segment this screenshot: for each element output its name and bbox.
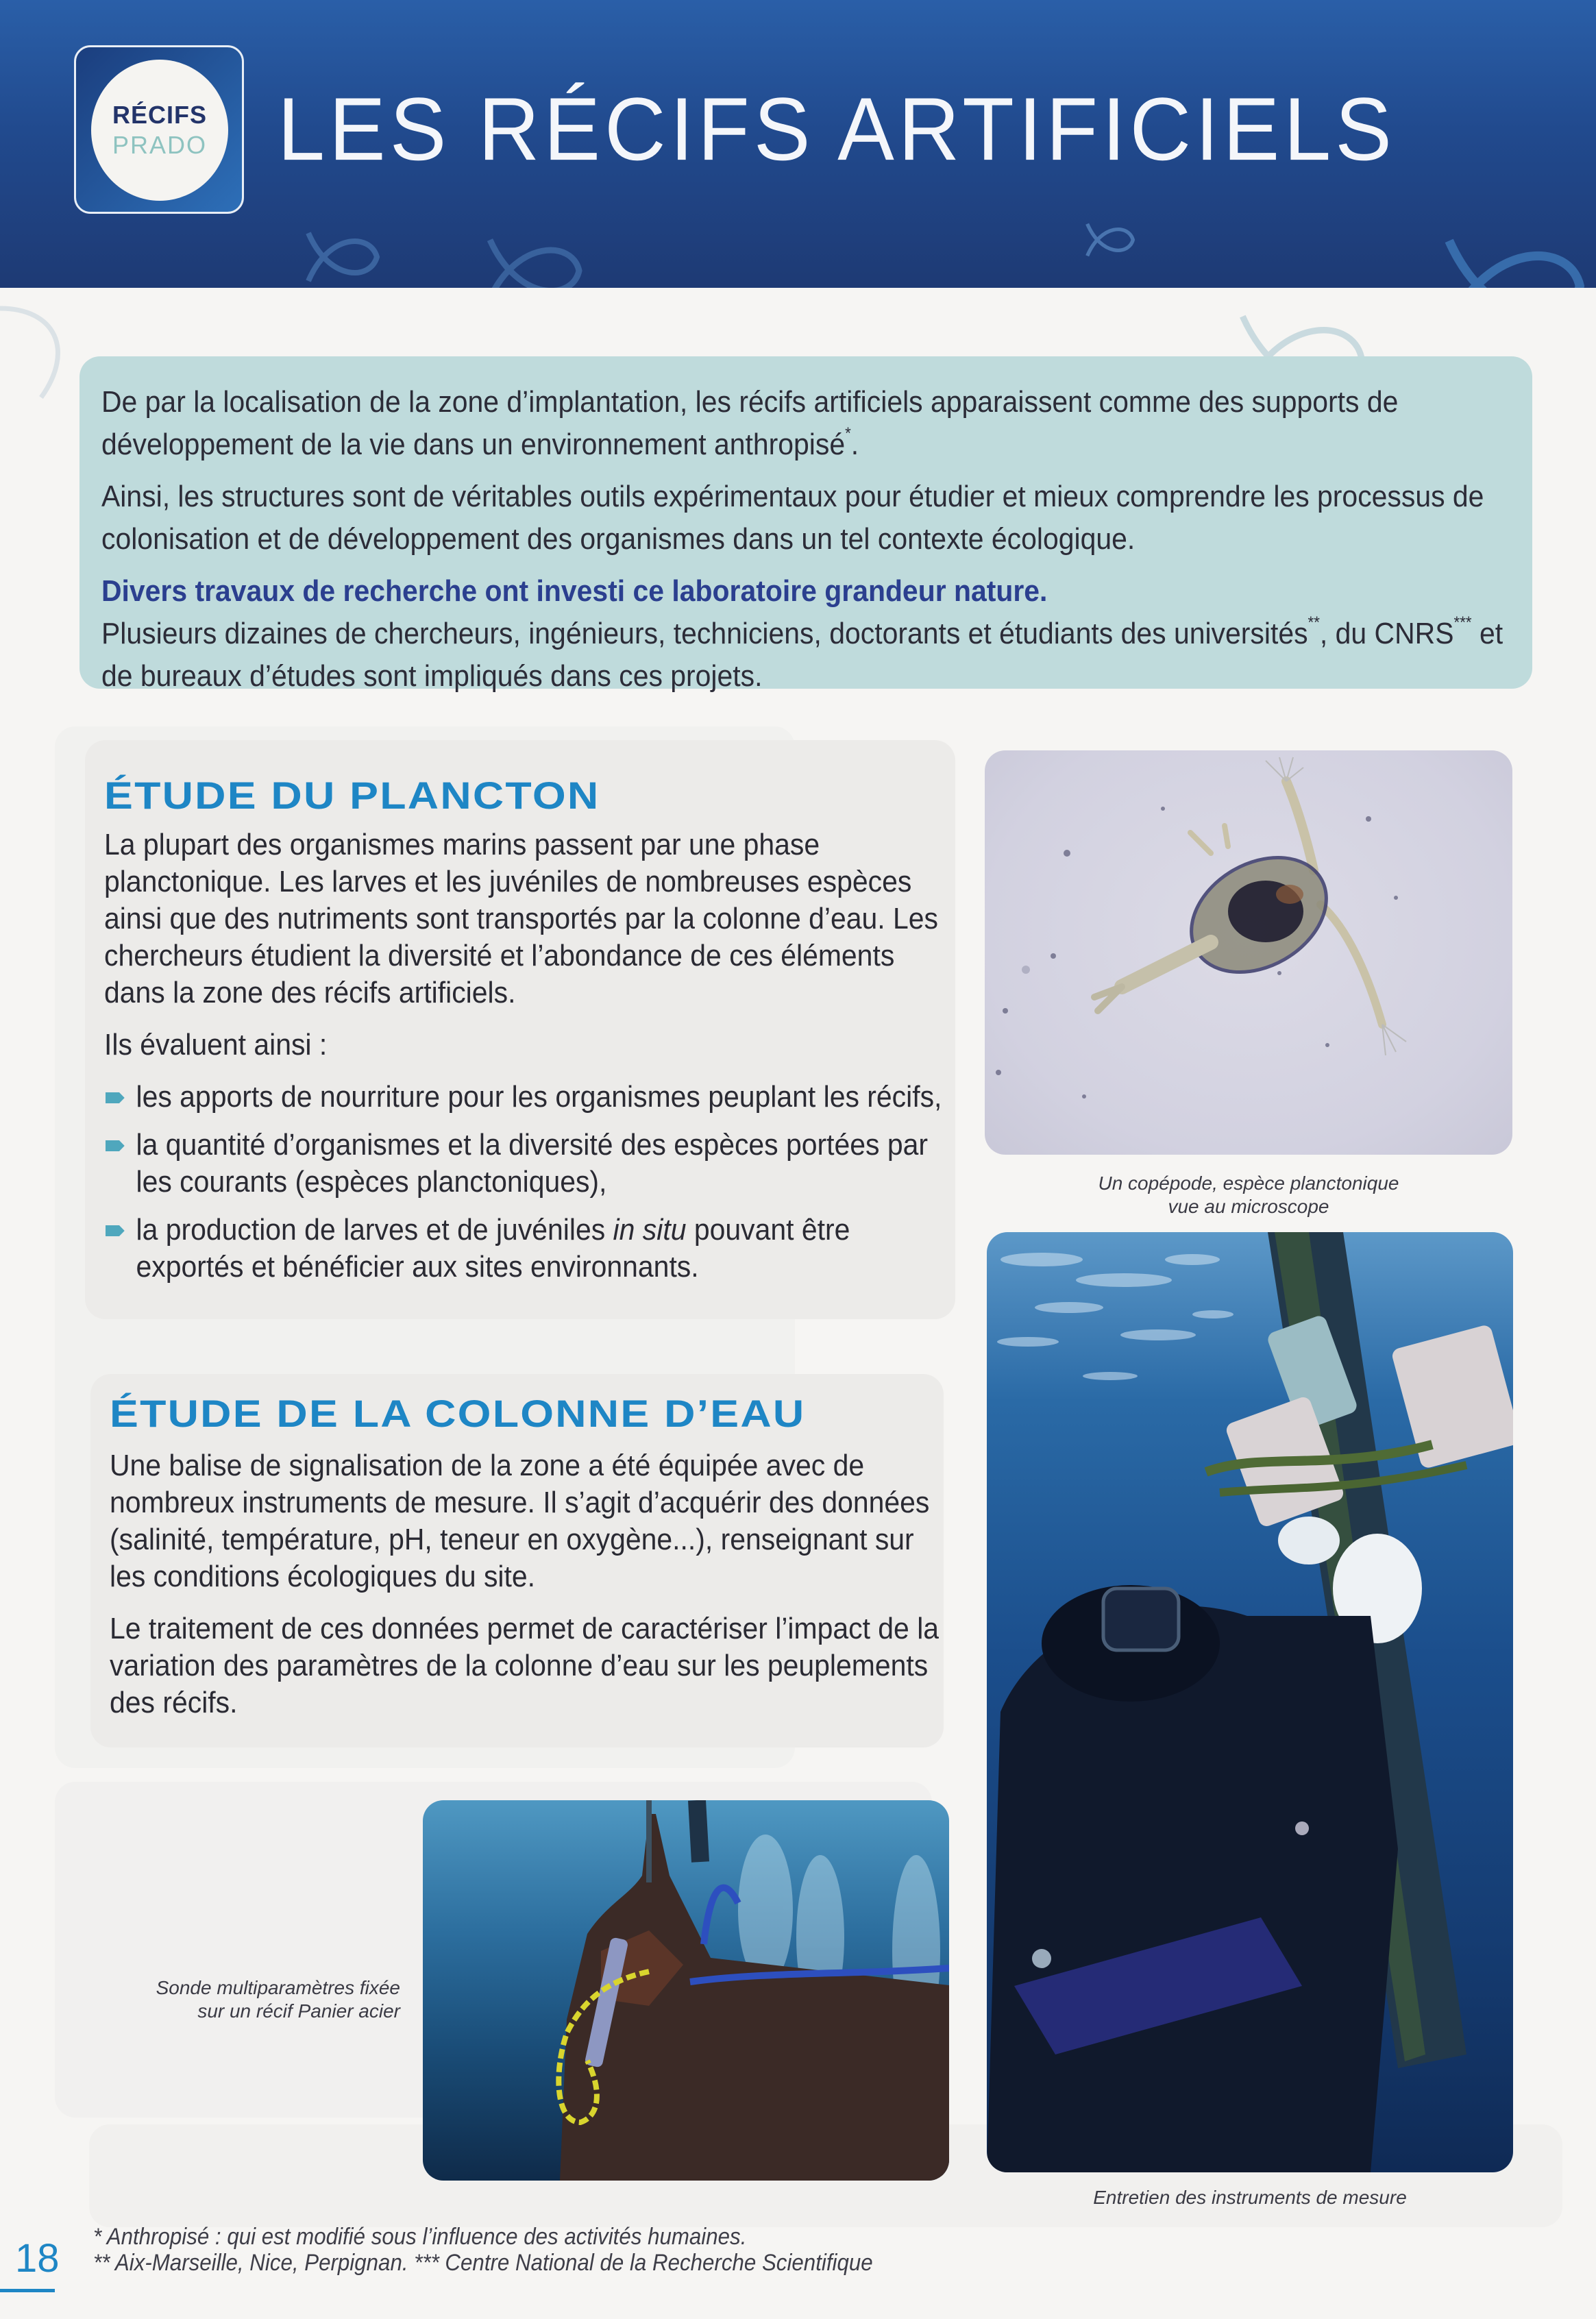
arrow-bullet-icon	[106, 1225, 125, 1236]
arrow-bullet-icon	[106, 1092, 125, 1103]
fish-outline-icon	[483, 233, 586, 288]
section-title-colonne: ÉTUDE DE LA COLONNE D’EAU	[110, 1392, 806, 1435]
intro-text: .	[850, 428, 859, 461]
plancton-bullet-list	[104, 1079, 958, 1286]
colonne-body	[110, 1447, 951, 1737]
footnote-2: ** Aix-Marseille, Nice, Perpignan. *** Centre National de la Recherche Scientifique	[93, 2250, 873, 2276]
page-number-underline	[0, 2289, 55, 2292]
intro-paragraph-1	[101, 381, 1503, 466]
caption-line: Sonde multiparamètres fixée	[156, 1977, 400, 1998]
footnote-marker: *	[845, 424, 851, 443]
footnotes	[93, 2224, 873, 2276]
list-item-text: la quantité d’organismes et la diversité des espèces portées par les courants (espèces planctoniques),	[136, 1128, 929, 1199]
fish-outline-icon	[1083, 219, 1138, 260]
reef-probe-illustration	[423, 1800, 949, 2181]
list-item	[104, 1212, 958, 1286]
plancton-paragraph: La plupart des organismes marins passent par une phase planctonique. Les larves et les juvéniles de nombreuses espèces ainsi que des nutriments sont transportés par la colonne d’eau. Les chercheurs étudient la diversité et l’abondance de ces éléments dans la zone des récifs artificiels.	[104, 828, 938, 1009]
copepode-caption	[985, 1172, 1512, 1218]
plancton-body	[104, 826, 958, 1297]
intro-text: Plusieurs dizaines de chercheurs, ingénieurs, techniciens, doctorants et étudiants des universités	[101, 617, 1308, 650]
list-item-text: pouvant être exportés et bénéficier aux sites environnants.	[136, 1213, 850, 1284]
list-item-text: la production de larves et de juvéniles	[136, 1213, 613, 1247]
fish-outline-icon	[0, 295, 82, 411]
section-title-plancton: ÉTUDE DU PLANCTON	[104, 774, 600, 817]
intro-paragraph-3	[101, 613, 1503, 698]
caption-line: sur un récif Panier acier	[197, 2000, 400, 2022]
logo-circle	[91, 60, 228, 201]
intro-text: De par la localisation de la zone d’implantation, les récifs artificiels apparaissent comme des supports de développement de la vie dans un environnement anthropisé	[101, 385, 1399, 461]
fish-outline-icon	[1439, 226, 1590, 288]
arrow-bullet-icon	[106, 1140, 125, 1151]
caption-line: Un copépode, espèce planctonique	[1098, 1173, 1399, 1194]
copepod-illustration	[985, 750, 1512, 1155]
logo-text-prado: PRADO	[112, 131, 208, 159]
page-title: LES RÉCIFS ARTIFICIELS	[278, 79, 1396, 180]
page-number: 18	[15, 2236, 60, 2281]
recifs-prado-logo	[74, 45, 244, 214]
intro-text: , du CNRS	[1319, 617, 1454, 650]
list-item-emphasis: in situ	[613, 1213, 687, 1247]
copepode-photo	[985, 750, 1512, 1155]
footnote-marker: ***	[1453, 613, 1472, 632]
caption-line: vue au microscope	[1168, 1196, 1329, 1217]
colonne-paragraph-1: Une balise de signalisation de la zone a été équipée avec de nombreux instruments de mesure. Il s’agit d’acquérir des données (salinité, température, pH, teneur en oxygène...), renseignant sur les conditions écologiques du site.	[110, 1449, 930, 1593]
sonde-caption	[103, 1976, 400, 2023]
list-item	[104, 1127, 958, 1201]
fish-outline-icon	[302, 226, 384, 288]
logo-text-recifs: RÉCIFS	[112, 101, 207, 129]
diver-scene-illustration	[987, 1232, 1513, 2172]
intro-lead: Divers travaux de recherche ont investi ce laboratoire grandeur nature.	[101, 574, 1048, 608]
colonne-paragraph-2: Le traitement de ces données permet de caractériser l’impact de la variation des paramètres de la colonne d’eau sur les peuplements des récifs.	[110, 1612, 940, 1719]
sonde-photo	[423, 1800, 949, 2181]
intro-box	[79, 356, 1532, 693]
header-band	[0, 0, 1596, 288]
list-item	[104, 1079, 958, 1116]
diver-instruments-photo	[987, 1232, 1513, 2172]
diver-caption: Entretien des instruments de mesure	[1093, 2187, 1407, 2208]
footnote-1: * Anthropisé : qui est modifié sous l’influence des activités humaines.	[93, 2224, 747, 2250]
list-item-text: les apports de nourriture pour les organismes peuplant les récifs,	[136, 1080, 942, 1114]
footnote-marker: **	[1308, 613, 1320, 632]
plancton-intro-list: Ils évaluent ainsi :	[104, 1028, 328, 1062]
intro-text: et de bureaux d’études sont impliqués dans ces projets.	[101, 617, 1503, 693]
intro-paragraph-2: Ainsi, les structures sont de véritables outils expérimentaux pour étudier et mieux comprendre les processus de colonisation et de développement des organismes dans un tel contexte écologique.	[101, 480, 1484, 556]
